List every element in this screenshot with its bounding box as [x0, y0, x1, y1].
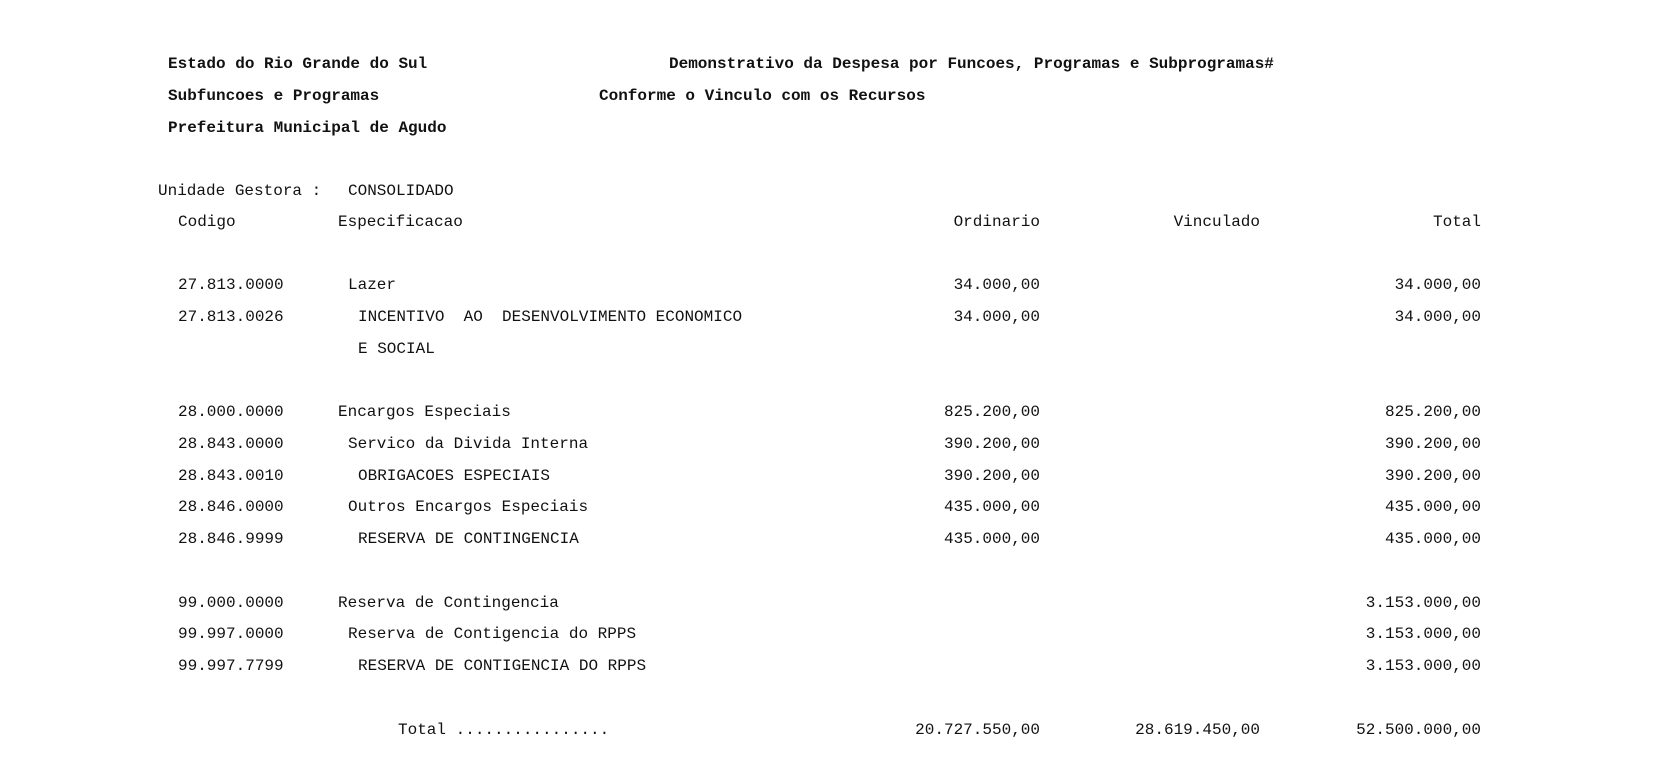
- totals-ordinary: 20.727.550,00: [915, 721, 1040, 739]
- row-code: 28.846.9999: [178, 530, 284, 548]
- row-ordinary: 34.000,00: [953, 308, 1040, 326]
- row-total: 34.000,00: [1394, 276, 1481, 294]
- totals-total: 52.500.000,00: [1356, 721, 1481, 739]
- unit-value: CONSOLIDADO: [348, 182, 454, 200]
- row-spec-continuation: E SOCIAL: [358, 340, 435, 358]
- row-spec: Servico da Divida Interna: [348, 435, 589, 453]
- row-spec: Reserva de Contingencia: [338, 594, 559, 612]
- row-spec: Encargos Especiais: [338, 403, 511, 421]
- row-total: 825.200,00: [1384, 403, 1481, 421]
- row-spec: RESERVA DE CONTINGENCIA: [358, 530, 579, 548]
- row-total: 3.153.000,00: [1365, 625, 1481, 643]
- report-title: Demonstrativo da Despesa por Funcoes, Programas e Subprogramas#: [669, 55, 1274, 73]
- column-header-code: Codigo: [178, 213, 236, 231]
- row-code: 27.813.0000: [178, 276, 284, 294]
- row-ordinary: 34.000,00: [953, 276, 1040, 294]
- row-spec: INCENTIVO AO DESENVOLVIMENTO ECONOMICO: [358, 308, 743, 326]
- row-ordinary: 825.200,00: [943, 403, 1040, 421]
- totals-label: Total ................: [398, 721, 610, 739]
- prefecture-name: Prefeitura Municipal de Agudo: [168, 119, 447, 137]
- row-ordinary: 390.200,00: [943, 435, 1040, 453]
- unit-label: Unidade Gestora :: [158, 182, 322, 200]
- row-spec: Lazer: [348, 276, 397, 294]
- row-code: 28.000.0000: [178, 403, 284, 421]
- row-total: 3.153.000,00: [1365, 594, 1481, 612]
- totals-linked: 28.619.450,00: [1135, 721, 1260, 739]
- row-ordinary: 390.200,00: [943, 467, 1040, 485]
- row-ordinary: 435.000,00: [943, 498, 1040, 516]
- column-header-ordinary: Ordinario: [953, 213, 1040, 231]
- row-code: 27.813.0026: [178, 308, 284, 326]
- row-code: 28.843.0010: [178, 467, 284, 485]
- row-ordinary: 435.000,00: [943, 530, 1040, 548]
- column-header-spec: Especificacao: [338, 213, 463, 231]
- row-total: 3.153.000,00: [1365, 657, 1481, 675]
- report-subtitle: Subfuncoes e Programas: [168, 87, 380, 105]
- row-total: 390.200,00: [1384, 467, 1481, 485]
- row-total: 390.200,00: [1384, 435, 1481, 453]
- row-total: 435.000,00: [1384, 530, 1481, 548]
- state-name: Estado do Rio Grande do Sul: [168, 55, 428, 73]
- row-spec: Reserva de Contigencia do RPPS: [348, 625, 637, 643]
- row-total: 435.000,00: [1384, 498, 1481, 516]
- column-header-linked: Vinculado: [1173, 213, 1260, 231]
- row-spec: RESERVA DE CONTIGENCIA DO RPPS: [358, 657, 647, 675]
- row-code: 99.000.0000: [178, 594, 284, 612]
- row-total: 34.000,00: [1394, 308, 1481, 326]
- row-code: 99.997.0000: [178, 625, 284, 643]
- row-code: 28.843.0000: [178, 435, 284, 453]
- row-code: 99.997.7799: [178, 657, 284, 675]
- column-header-total: Total: [1432, 213, 1481, 231]
- row-code: 28.846.0000: [178, 498, 284, 516]
- row-spec: OBRIGACOES ESPECIAIS: [358, 467, 551, 485]
- row-spec: Outros Encargos Especiais: [348, 498, 589, 516]
- report-title-line2: Conforme o Vinculo com os Recursos: [599, 87, 926, 105]
